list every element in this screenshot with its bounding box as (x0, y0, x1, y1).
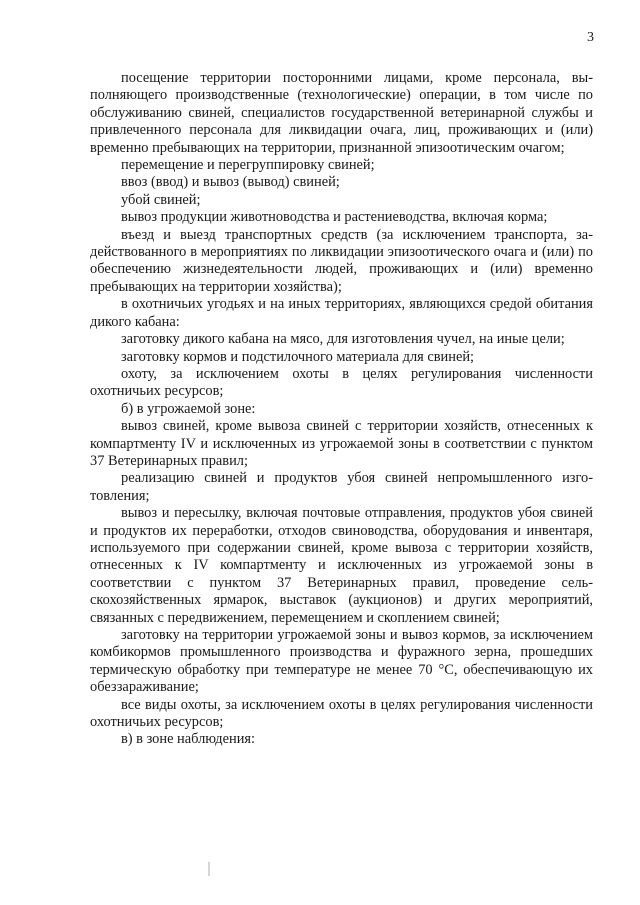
paragraph-sales: реализацию свиней и продуктов убоя свиней непромышленного изготовления; (90, 470, 593, 504)
paragraph-shipping: вывоз и пересылку, включая почтовые отправления, продуктов убоя свиней и продуктов их переработки, отходов свиноводства, оборудования и инвентаря, используемого при содержании свиней, кроме вывоза с территории хозяйств, отнесенных к IV компартменту и исключенных из угрожаемой зоны в соответствии с пунктом 37 Ветеринарных правил, проведение сельскохозяйственных ярмарок, выставок (аукционов) и других мероприятий, связанных с передвижением, перемещением и скоплением свиней; (90, 505, 593, 626)
paragraph-all-hunting: все виды охоты, за исключением охоты в целях регулирования численности охотничьих ресурсов; (90, 696, 593, 731)
scan-mark (208, 862, 210, 876)
paragraph-vehicles: въезд и выезд транспортных средств (за исключением транспорта, задействованного в мероприятиях по ликвидации эпизоотического очага и (или) по обеспечению жизнедеятельности людей, проживающих и (или) временно пребывающих на территории хозяйства); (90, 226, 593, 295)
paragraph-produce-export: вывоз продукции животноводства и растениеводства, включая корма; (121, 209, 548, 226)
page-number: 3 (587, 30, 594, 45)
paragraph-observation-zone-heading: в) в зоне наблюдения: (121, 731, 256, 748)
paragraph-wild-boar: заготовку дикого кабана на мясо, для изготовления чучел, на иные цели; (121, 331, 565, 348)
paragraph-hunting-grounds: в охотничьих угодьях и на иных территориях, являющихся средой обитания дикого кабана: (90, 296, 593, 330)
paragraph-hunting: охоту, за исключением охоты в целях регулирования численности охотничьих ресурсов; (90, 365, 593, 400)
paragraph-threatened-zone-heading: б) в угрожаемой зоне: (121, 400, 256, 417)
paragraph-import-export: ввоз (ввод) и вывоз (вывод) свиней; (121, 174, 340, 191)
paragraph-feed-procurement: заготовку на территории угрожаемой зоны и вывоз кормов, за исключением комбикормов промышленного производства и фуражного зерна, прошедших термическую обработку при температуре не менее 70 °С, обеспечивающую их обеззараживание; (90, 627, 593, 696)
paragraph-access-restriction: посещение территории посторонними лицами, кроме персонала, выполняющего производственные (технологические) операции, в том числе по обслуживанию свиней, специалистов государственной ветеринарной службы и привлеченного персонала для ликвидации очага, лиц, проживающих и (или) временно пребывающих на территории, признанной эпизоотическим очагом; (90, 70, 593, 156)
paragraph-pig-export: вывоз свиней, кроме вывоза свиней с территории хозяйств, отнесенных к компартменту IV и исключенных из угрожаемой зоны в соответствии с пунктом 37 Ветеринарных правил; (90, 418, 593, 469)
paragraph-slaughter: убой свиней; (121, 191, 201, 208)
document-body (90, 70, 593, 749)
paragraph-feed-bedding: заготовку кормов и подстилочного материала для свиней; (121, 348, 475, 365)
paragraph-relocation: перемещение и перегруппировку свиней; (121, 157, 375, 174)
